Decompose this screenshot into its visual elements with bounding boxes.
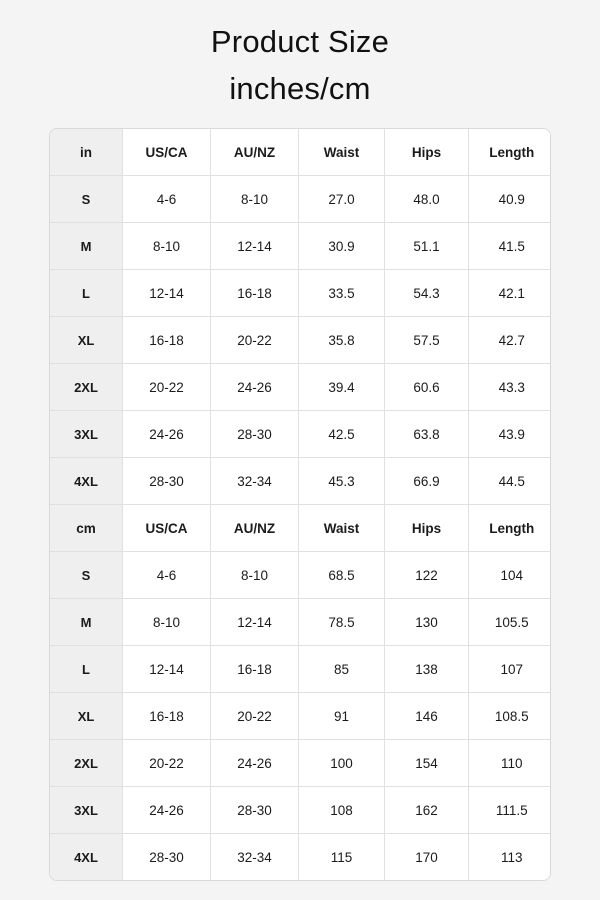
measurement-cell: 32-34 bbox=[211, 458, 299, 505]
size-label-cell: XL bbox=[50, 693, 123, 740]
column-header-cell: AU/NZ bbox=[211, 505, 299, 552]
column-header-cell: US/CA bbox=[123, 505, 211, 552]
size-label-cell: 3XL bbox=[50, 787, 123, 834]
measurement-cell: 170 bbox=[385, 834, 469, 881]
table-row bbox=[50, 646, 551, 693]
column-header-cell: Waist bbox=[299, 505, 385, 552]
measurement-cell: 44.5 bbox=[469, 458, 552, 505]
measurement-cell: 28-30 bbox=[123, 458, 211, 505]
size-label-cell: 4XL bbox=[50, 458, 123, 505]
measurement-cell: 40.9 bbox=[469, 176, 552, 223]
measurement-cell: 146 bbox=[385, 693, 469, 740]
measurement-cell: 91 bbox=[299, 693, 385, 740]
measurement-cell: 27.0 bbox=[299, 176, 385, 223]
table-row bbox=[50, 317, 551, 364]
measurement-cell: 28-30 bbox=[211, 411, 299, 458]
measurement-cell: 24-26 bbox=[211, 740, 299, 787]
measurement-cell: 32-34 bbox=[211, 834, 299, 881]
table-row bbox=[50, 552, 551, 599]
measurement-cell: 100 bbox=[299, 740, 385, 787]
measurement-cell: 162 bbox=[385, 787, 469, 834]
table-row bbox=[50, 599, 551, 646]
measurement-cell: 78.5 bbox=[299, 599, 385, 646]
table-row bbox=[50, 270, 551, 317]
table-header-row bbox=[50, 505, 551, 552]
measurement-cell: 104 bbox=[469, 552, 552, 599]
size-chart-table bbox=[50, 129, 551, 880]
column-header-cell: Waist bbox=[299, 129, 385, 176]
size-label-cell: L bbox=[50, 270, 123, 317]
column-header-cell: Length bbox=[469, 505, 552, 552]
size-label-cell: S bbox=[50, 176, 123, 223]
page-title-line-1: Product Size bbox=[210, 24, 390, 59]
measurement-cell: 115 bbox=[299, 834, 385, 881]
measurement-cell: 24-26 bbox=[123, 411, 211, 458]
measurement-cell: 16-18 bbox=[123, 693, 211, 740]
measurement-cell: 24-26 bbox=[123, 787, 211, 834]
table-row bbox=[50, 411, 551, 458]
measurement-cell: 16-18 bbox=[123, 317, 211, 364]
measurement-cell: 12-14 bbox=[123, 270, 211, 317]
measurement-cell: 8-10 bbox=[211, 176, 299, 223]
size-label-cell: S bbox=[50, 552, 123, 599]
measurement-cell: 28-30 bbox=[123, 834, 211, 881]
measurement-cell: 30.9 bbox=[299, 223, 385, 270]
table-row bbox=[50, 458, 551, 505]
measurement-cell: 42.1 bbox=[469, 270, 552, 317]
size-label-cell: M bbox=[50, 599, 123, 646]
measurement-cell: 41.5 bbox=[469, 223, 552, 270]
measurement-cell: 20-22 bbox=[211, 693, 299, 740]
measurement-cell: 43.9 bbox=[469, 411, 552, 458]
column-header-cell: Length bbox=[469, 129, 552, 176]
measurement-cell: 111.5 bbox=[469, 787, 552, 834]
measurement-cell: 138 bbox=[385, 646, 469, 693]
measurement-cell: 122 bbox=[385, 552, 469, 599]
measurement-cell: 8-10 bbox=[211, 552, 299, 599]
measurement-cell: 43.3 bbox=[469, 364, 552, 411]
measurement-cell: 110 bbox=[469, 740, 552, 787]
column-header-cell: Hips bbox=[385, 129, 469, 176]
size-label-cell: 2XL bbox=[50, 364, 123, 411]
measurement-cell: 130 bbox=[385, 599, 469, 646]
measurement-cell: 12-14 bbox=[211, 223, 299, 270]
measurement-cell: 20-22 bbox=[123, 364, 211, 411]
table-row bbox=[50, 693, 551, 740]
measurement-cell: 16-18 bbox=[211, 270, 299, 317]
measurement-cell: 57.5 bbox=[385, 317, 469, 364]
size-label-cell: 2XL bbox=[50, 740, 123, 787]
size-chart-card bbox=[49, 128, 551, 881]
measurement-cell: 12-14 bbox=[123, 646, 211, 693]
table-row bbox=[50, 223, 551, 270]
table-row bbox=[50, 787, 551, 834]
size-label-cell: L bbox=[50, 646, 123, 693]
measurement-cell: 154 bbox=[385, 740, 469, 787]
measurement-cell: 66.9 bbox=[385, 458, 469, 505]
measurement-cell: 20-22 bbox=[211, 317, 299, 364]
measurement-cell: 63.8 bbox=[385, 411, 469, 458]
table-row bbox=[50, 364, 551, 411]
measurement-cell: 4-6 bbox=[123, 176, 211, 223]
size-label-cell: 4XL bbox=[50, 834, 123, 881]
measurement-cell: 108.5 bbox=[469, 693, 552, 740]
table-header-row bbox=[50, 129, 551, 176]
measurement-cell: 12-14 bbox=[211, 599, 299, 646]
measurement-cell: 8-10 bbox=[123, 599, 211, 646]
measurement-cell: 33.5 bbox=[299, 270, 385, 317]
measurement-cell: 8-10 bbox=[123, 223, 211, 270]
measurement-cell: 35.8 bbox=[299, 317, 385, 364]
page-title bbox=[211, 18, 389, 112]
table-row bbox=[50, 176, 551, 223]
measurement-cell: 51.1 bbox=[385, 223, 469, 270]
measurement-cell: 45.3 bbox=[299, 458, 385, 505]
measurement-cell: 24-26 bbox=[211, 364, 299, 411]
measurement-cell: 60.6 bbox=[385, 364, 469, 411]
unit-header-cell: in bbox=[50, 129, 123, 176]
measurement-cell: 42.7 bbox=[469, 317, 552, 364]
measurement-cell: 108 bbox=[299, 787, 385, 834]
measurement-cell: 39.4 bbox=[299, 364, 385, 411]
measurement-cell: 28-30 bbox=[211, 787, 299, 834]
measurement-cell: 16-18 bbox=[211, 646, 299, 693]
measurement-cell: 113 bbox=[469, 834, 552, 881]
size-label-cell: 3XL bbox=[50, 411, 123, 458]
measurement-cell: 42.5 bbox=[299, 411, 385, 458]
unit-header-cell: cm bbox=[50, 505, 123, 552]
column-header-cell: AU/NZ bbox=[211, 129, 299, 176]
column-header-cell: Hips bbox=[385, 505, 469, 552]
table-row bbox=[50, 740, 551, 787]
page-title-line-2: inches/cm bbox=[229, 71, 371, 106]
measurement-cell: 54.3 bbox=[385, 270, 469, 317]
table-row bbox=[50, 834, 551, 881]
size-label-cell: XL bbox=[50, 317, 123, 364]
measurement-cell: 107 bbox=[469, 646, 552, 693]
size-label-cell: M bbox=[50, 223, 123, 270]
measurement-cell: 48.0 bbox=[385, 176, 469, 223]
measurement-cell: 4-6 bbox=[123, 552, 211, 599]
measurement-cell: 68.5 bbox=[299, 552, 385, 599]
measurement-cell: 85 bbox=[299, 646, 385, 693]
column-header-cell: US/CA bbox=[123, 129, 211, 176]
measurement-cell: 20-22 bbox=[123, 740, 211, 787]
measurement-cell: 105.5 bbox=[469, 599, 552, 646]
